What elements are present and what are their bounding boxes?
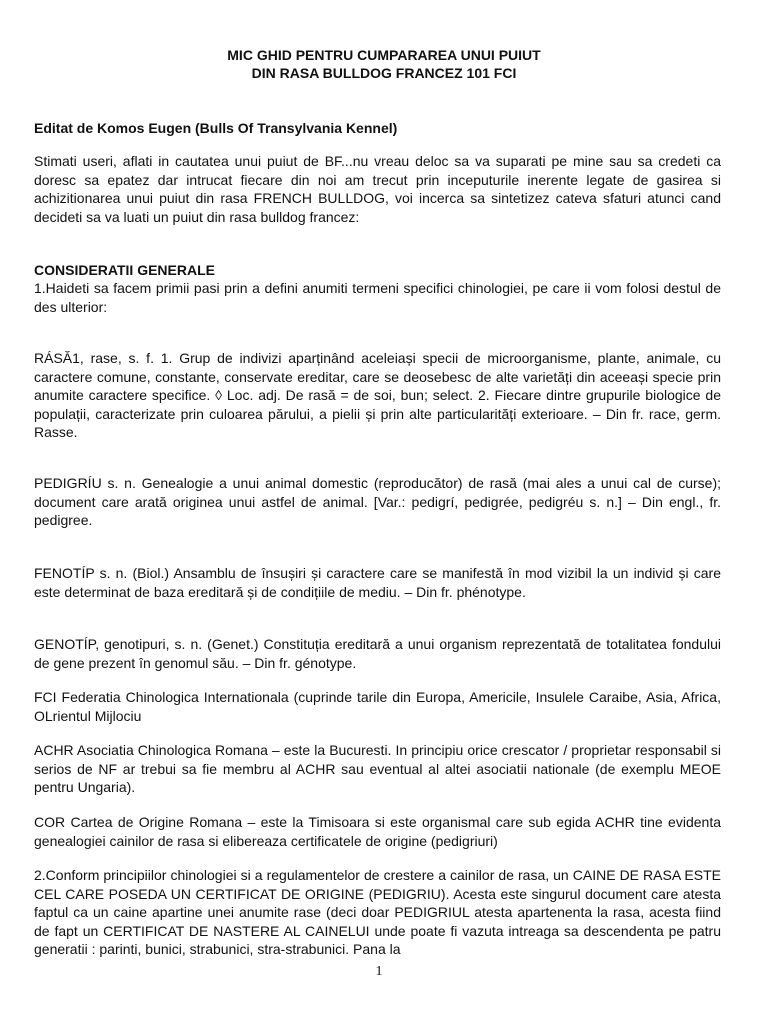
section-heading: CONSIDERATII GENERALE — [34, 262, 215, 278]
definition-genotip: GENOTÍP, genotipuri, s. n. (Genet.) Constituția ereditară a unui organism reprezentată de totalitatea fondului de gene prezent în genomul său. – Din fr. génotype. — [34, 636, 721, 671]
page-number: 1 — [375, 964, 383, 979]
intro-paragraph: Stimati useri, aflati in cautatea unui puiut de BF...nu vreau deloc sa va suparati pe mine sau sa credeti ca doresc sa epatez dar intrucat fiecare din noi am trecut prin inceputurile inerente legate de gasirea si achizitionarea unui puiut din rasa FRENCH BULLDOG, voi incerca sa sintetizez cateva sfaturi atunci cand decideti sa va luati un puiut din rasa bulldog francez: — [34, 153, 721, 225]
document-title-line-2: DIN RASA BULLDOG FRANCEZ 101 FCI — [251, 65, 517, 81]
point-1-paragraph: 1.Haideti sa facem primii pasi prin a defini anumiti termeni specifici chinologiei, pe care ii vom folosi destul de des ulterior: — [34, 280, 721, 315]
definition-achr: ACHR Asociatia Chinologica Romana – este la Bucuresti. In principiu orice crescator / proprietar responsabil si serios de NF ar trebui sa fie membru al ACHR sau eventual al altei asociatii nationale (de exemplu MEOE pentru Ungaria). — [34, 742, 721, 796]
definition-cor: COR Cartea de Origine Romana – este la Timisoara si este organismal care sub egida ACHR tine evidenta genealogiei cainilor de rasa si elibereaza certificatele de origine (pedigriuri) — [34, 814, 721, 849]
definition-fci: FCI Federatia Chinologica Internationala (cuprinde tarile din Europa, Americile, Insulele Caraibe, Asia, Africa, OLrientul Mijlociu — [34, 689, 721, 724]
definition-rasa: RÁSĂ1, rase, s. f. 1. Grup de indivizi aparținând aceleiași specii de microorganisme, plante, animale, cu caractere comune, constante, conservate ereditar, care se deosebesc de alte varietăți din aceeași specie prin anumite caractere specifice. ◊ Loc. adj. De rasă = de soi, bun; select. 2. Fiecare dintre grupurile biologice de populații, caracterizate prin culoarea părului, a pielii și prin alte particularități exterioare. – Din fr. race, germ. Rasse. — [34, 350, 721, 441]
definition-pedigriu: PEDIGRÍU s. n. Genealogie a unui animal domestic (reproducător) de rasă (mai ales a unui cal de curse); document care arată originea unui astfel de animal. [Var.: pedigrí, pedigrée, pedigréu s. n.] – Din engl., fr. pedigree. — [34, 475, 721, 529]
editor-credit: Editat de Komos Eugen (Bulls Of Transylvania Kennel) — [34, 120, 398, 136]
definition-fenotip: FENOTÍP s. n. (Biol.) Ansamblu de însușiri și caractere care se manifestă în mod vizibil la un individ și care este determinat de baza ereditară și de condițiile de mediu. – Din fr. phénotype. — [34, 565, 721, 600]
document-title-line-1: MIC GHID PENTRU CUMPARAREA UNUI PUIUT — [227, 47, 541, 63]
point-2-paragraph: 2.Conform principiilor chinologiei si a regulamentelor de crestere a cainilor de rasa, un CAINE DE RASA ESTE CEL CARE POSEDA UN CERTIFICAT DE ORIGINE (PEDIGRIU). Acesta este singurul document care atesta faptul ca un caine apartine unei anumite rase (deci doar PEDIGRIUL atesta apartenenta la rasa, acesta fiind de fapt un CERTIFICAT DE NASTERE AL CAINELUI unde poate fi vazuta intreaga sa descendenta pe patru generatii : parinti, bunici, strabunici, stra-strabunici. Pana la — [34, 867, 721, 958]
